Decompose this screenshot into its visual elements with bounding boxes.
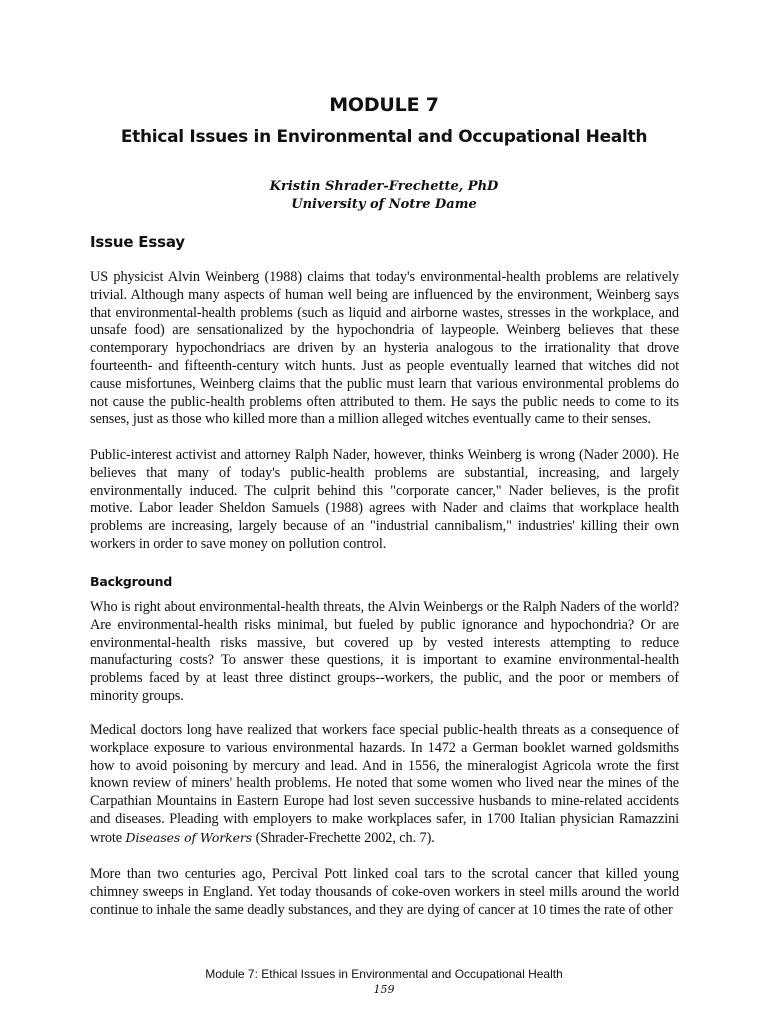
page-footer [0,966,768,998]
paragraph-text: Medical doctors long have realized that workers face special public-health threats as a consequence of workplace exposure to various environmental hazards. In 1472 a German booklet warned goldsmiths how to avoid poisoning by mercury and lead. And in 1556, the mineralogist Agricola wrote the first known review of miners' health problems. He noted that some women who lived near the mines of the Carpathian Mountains in Eastern Europe had lost seven successive husbands to mine-related accidents and diseases. Pleading with employers to make workplaces safer, in 1700 Italian physician Ramazzini wrote [90,722,679,846]
page-number: 159 [373,983,395,996]
essay-paragraph-1: US physicist Alvin Weinberg (1988) claims that today's environmental-health problems are relatively trivial. Although many aspects of human well being are influenced by the environment, Weinberg says that environmental-health problems (such as liquid and airborne wastes, stresses in the workplace, and unsafe food) are sensationalized by the hypochondria of laypeople. Weinberg believes that these contemporary hypochondriacs are driven by an hysteria analogous to the irrationality that drove fourteenth- and fifteenth-century witch hunts. Just as people eventually learned that witches did not cause misfortunes, Weinberg claims that the public must learn that various environmental problems do not cause the public-health problems often attributed to them. He says the public needs to come to its senses, just as those who killed more than a million alleged witches eventually came to their senses. [90,269,679,428]
running-title: Module 7: Ethical Issues in Environmental and Occupational Health [205,967,563,981]
paragraph-text: (Shrader-Frechette 2002, ch. 7). [252,829,435,846]
module-title: Ethical Issues in Environmental and Occupational Health [120,127,648,147]
essay-paragraph-2: Public-interest activist and attorney Ralph Nader, however, thinks Weinberg is wrong (Nader 2000). He believes that many of today's public-health problems are substantial, increasing, and largely environmentally induced. The culprit behind this "corporate cancer," Nader believes, is the profit motive. Labor leader Sheldon Samuels (1988) agrees with Nader and claims that workplace health problems are increasing, largely because of an "industrial cannibalism," industries' killing their own workers in order to save money on pollution control. [90,447,679,552]
background-paragraph-3: More than two centuries ago, Percival Pott linked coal tars to the scrotal cancer that killed young chimney sweeps in England. Yet today thousands of coke-oven workers in steel mills around the world continue to inhale the same deadly substances, and they are dying of cancer at 10 times the rate of other [90,866,679,918]
author-affiliation: University of Notre Dame [291,197,477,212]
book-title: Diseases of Workers [125,829,253,845]
author-block [0,178,768,214]
background-paragraph-1: Who is right about environmental-health threats, the Alvin Weinbergs or the Ralph Naders of the world? Are environmental-health risks minimal, but fueled by public ignorance and hypochondria? Or are environmental-health risks massive, but covered up by vested interests attempting to reduce manufacturing costs? To answer these questions, it is important to examine environmental-health problems faced by at least three distinct groups--workers, the public, and the poor or members of minority groups. [90,599,679,704]
author-name: Kristin Shrader-Frechette, PhD [269,179,499,194]
module-label: MODULE 7 [329,94,439,116]
section-heading-issue-essay: Issue Essay [90,233,185,251]
subheading-background: Background [90,574,173,589]
background-paragraph-2 [90,722,679,848]
